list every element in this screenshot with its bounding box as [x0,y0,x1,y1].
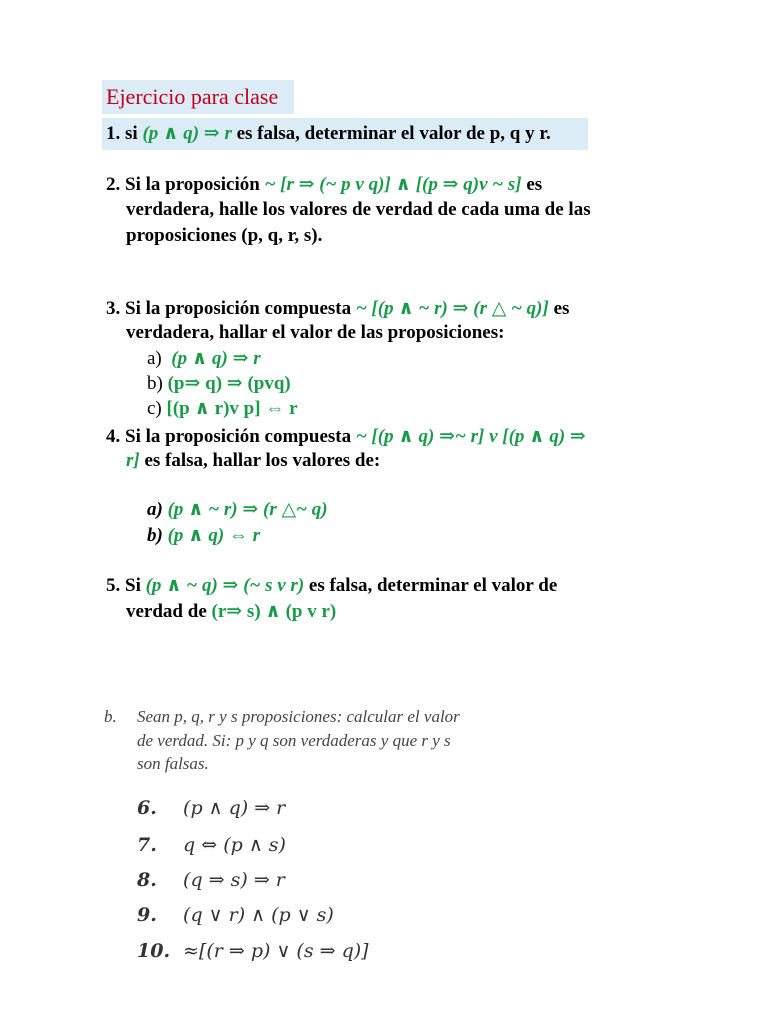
exercise-5-expression-2: (r⇒ s) ∧ (p v r) [211,601,337,622]
item-a-expression: (p ∧ q) ⇒ r [171,348,261,369]
item-a-label: a) [147,348,162,369]
exercise-3-line-2: verdadera, hallar el valor de las proposiciones: [126,322,505,343]
exercise-1-text: es falsa, determinar el valor de p, q y r. [236,123,551,144]
exercise-4-item-b [147,524,260,547]
item-b-label: b) [147,525,163,546]
item-a-expression: (p ∧ ~ r) ⇒ (r △~ q) [167,499,328,520]
item-7 [137,834,286,856]
exercise-4-line-2 [126,450,380,472]
exercise-4-expression-end: r] [126,450,140,471]
item-b-label: b) [147,373,163,394]
item-10 [137,940,369,962]
exercise-4-item-a [147,498,328,521]
item-b-expression: (p⇒ q) ⇒ (pvq) [167,373,291,394]
part-b-label: b. [104,707,117,726]
exercise-3-item-c [147,397,298,420]
exercise-4 [106,425,586,448]
exercise-2-number: 2. Si la proposición [106,174,260,195]
exercise-2-expression: ~ [r ⇒ (~ p v q)] ∧ [(p ⇒ q)v ~ s] [264,174,522,195]
item-10-expression: ≈[(r ⇒ p) ∨ (s ⇒ q)] [183,940,369,962]
exercise-5-line-2-text: verdad de [126,601,207,622]
exercise-5-line-2 [126,600,336,623]
exercise-2 [106,173,542,196]
item-a-label: a) [147,499,163,520]
exercise-3-item-b [147,372,291,395]
exercise-3-text: es [553,298,570,319]
item-9-expression: (q ∨ r) ∧ (p ∨ s) [183,904,334,926]
item-c-expression: [(p ∧ r)v p] ⇔ r [166,398,298,419]
page-title: Ejercicio para clase [106,84,279,109]
item-9-number: 9. [137,904,157,926]
exercise-4-text: es falsa, hallar los valores de: [144,450,381,471]
exercise-3 [106,297,569,320]
item-8-number: 8. [137,869,157,891]
exercise-2-line-3: proposiciones (p, q, r, s). [126,225,323,246]
item-7-number: 7. [137,834,157,856]
exercise-5-expression: (p ∧ ~ q) ⇒ (~ s v r) [145,575,305,596]
item-6-number: 6. [137,797,157,819]
exercise-1-expression: (p ∧ q) ⇒ r [142,123,232,144]
exercise-3-number: 3. Si la proposición compuesta [106,298,352,319]
item-6-expression: (p ∧ q) ⇒ r [183,797,286,819]
exercise-1-number: 1. si [106,123,138,144]
item-6 [137,797,285,819]
exercise-3-expression: ~ [(p ∧ ~ r) ⇒ (r △ ~ q)] [355,298,549,319]
item-8 [137,869,285,891]
part-b-line-2: de verdad. Si: p y q son verdaderas y que r y s [137,731,451,750]
exercise-5-text: es falsa, determinar el valor de [308,575,558,596]
exercise-1 [106,122,551,145]
exercise-4-number: 4. Si la proposición compuesta [106,426,352,447]
item-7-expression: q ⇔ (p ∧ s) [183,834,286,856]
exercise-4-expression: ~ [(p ∧ q) ⇒~ r] v [(p ∧ q) ⇒ [355,426,586,447]
item-b-expression: (p ∧ q) ⇔ r [167,525,261,546]
exercise-5 [106,574,557,597]
exercise-2-text: es [526,174,543,195]
exercise-2-line-2: verdadera, halle los valores de verdad de cada uma de las [126,199,591,220]
exercise-3-item-a [147,347,261,370]
exercise-5-number: 5. Si [106,575,141,596]
item-10-number: 10. [137,940,171,962]
part-b-line-1: Sean p, q, r y s proposiciones: calcular el valor [137,707,460,726]
part-b-line-3: son falsas. [137,754,209,773]
item-9 [137,904,334,926]
item-8-expression: (q ⇒ s) ⇒ r [183,869,285,891]
item-c-label: c) [147,398,162,419]
